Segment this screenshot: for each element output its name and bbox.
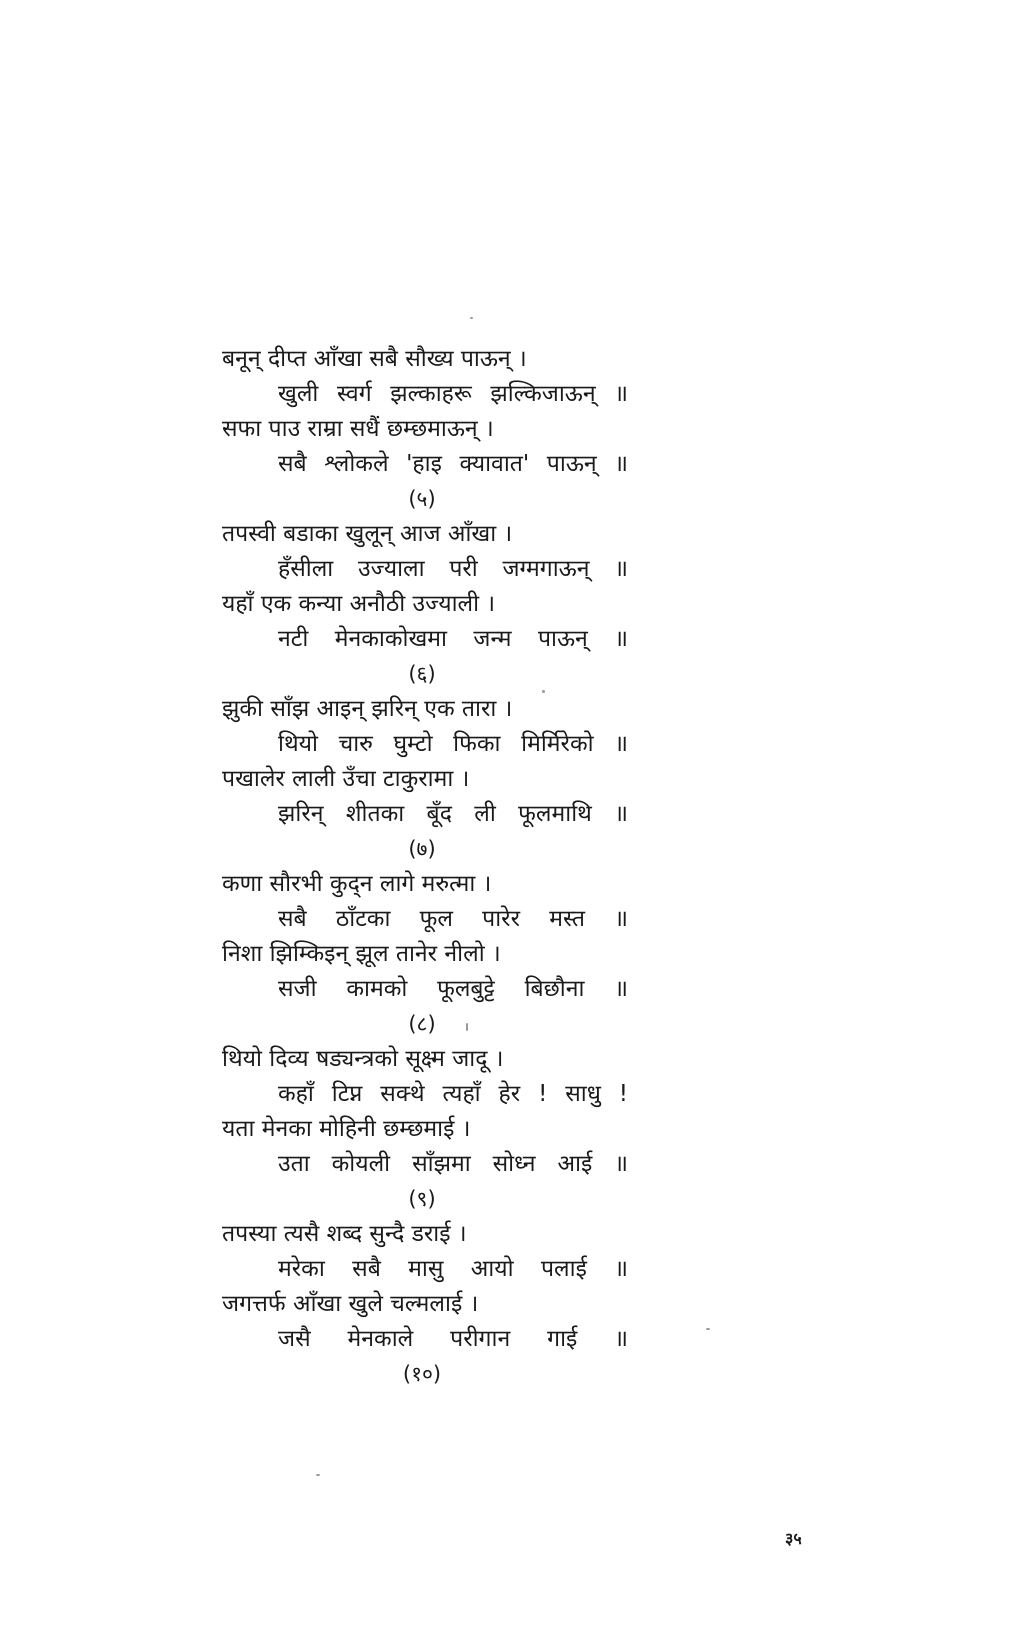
scan-speck bbox=[706, 1328, 710, 1330]
stanza-number: (९) bbox=[408, 1187, 436, 1211]
stanza bbox=[222, 1042, 642, 1217]
poem-line: थियो चारु घुम्टो फिका मिर्मिरेको ॥ bbox=[278, 731, 628, 757]
poem-line: झरिन् शीतका बूँद ली फूलमाथि ॥ bbox=[278, 801, 628, 827]
stanza-number: (८) bbox=[408, 1012, 436, 1036]
stanza-number: (५) bbox=[408, 487, 436, 511]
poem-line: हँसीला उज्याला परी जग्मगाऊन् ॥ bbox=[278, 556, 628, 582]
poem-line: सफा पाउ राम्रा सधैं छम्छमाऊन् । bbox=[222, 416, 494, 442]
stanza bbox=[222, 342, 642, 517]
poem-line: थियो दिव्य षड्यन्त्रको सूक्ष्म जादू । bbox=[222, 1046, 504, 1072]
scan-speck bbox=[542, 690, 545, 693]
poem-line: खुली स्वर्ग झल्काहरू झल्किजाऊन् ॥ bbox=[278, 381, 628, 407]
poem-line: निशा झिम्किइन् झूल तानेर नीलो । bbox=[222, 941, 501, 967]
poem-line: जगत्तर्फ आँखा खुले चल्मलाई । bbox=[222, 1291, 479, 1317]
poem-line: यता मेनका मोहिनी छम्छमाई । bbox=[222, 1116, 471, 1142]
poem-line: यहाँ एक कन्या अनौठी उज्याली । bbox=[222, 591, 496, 617]
stanza-number: (६) bbox=[408, 662, 436, 686]
scan-speck bbox=[466, 1023, 468, 1031]
poem-line: जसै मेनकाले परीगान गाई ॥ bbox=[278, 1326, 628, 1352]
scan-speck bbox=[470, 317, 473, 319]
stanza bbox=[222, 1217, 642, 1392]
stanza bbox=[222, 867, 642, 1042]
poem-line: सबै श्लोकले 'हाइ क्यावात' पाऊन् ॥ bbox=[278, 451, 628, 477]
stanza bbox=[222, 517, 642, 692]
poem-line: नटी मेनकाकोखमा जन्म पाऊन् ॥ bbox=[278, 626, 628, 652]
poem-line: झुकी साँझ आइन् झरिन् एक तारा । bbox=[222, 696, 513, 722]
poem-line: बनून् दीप्त आँखा सबै सौख्य पाऊन् । bbox=[222, 346, 527, 372]
poem-line: कहाँ टिप्न सक्थे त्यहाँ हेर ! साधु ! bbox=[278, 1081, 628, 1107]
scan-speck bbox=[316, 1474, 320, 1476]
poem-line: सजी कामको फूलबुट्टे बिछौना ॥ bbox=[278, 976, 628, 1002]
stanza-number: (७) bbox=[408, 837, 436, 861]
page-number: ३५ bbox=[785, 1529, 802, 1548]
poem-line: कणा सौरभी कुद्न लागे मरुत्मा । bbox=[222, 871, 492, 897]
poem bbox=[222, 342, 642, 1392]
poem-line: मरेका सबै मासु आयो पलाई ॥ bbox=[278, 1256, 628, 1282]
stanza-number: (१०) bbox=[402, 1362, 442, 1386]
poem-line: तपस्वी बडाका खुलून् आज आँखा । bbox=[222, 521, 513, 547]
stanza bbox=[222, 692, 642, 867]
poem-line: पखालेर लाली उँचा टाकुरामा । bbox=[222, 766, 470, 792]
poem-line: सबै ठाँटका फूल पारेर मस्त ॥ bbox=[278, 906, 628, 932]
poem-line: उता कोयली साँझमा सोध्न आई ॥ bbox=[278, 1151, 628, 1177]
poem-line: तपस्या त्यसै शब्द सुन्दै डराई । bbox=[222, 1221, 467, 1247]
